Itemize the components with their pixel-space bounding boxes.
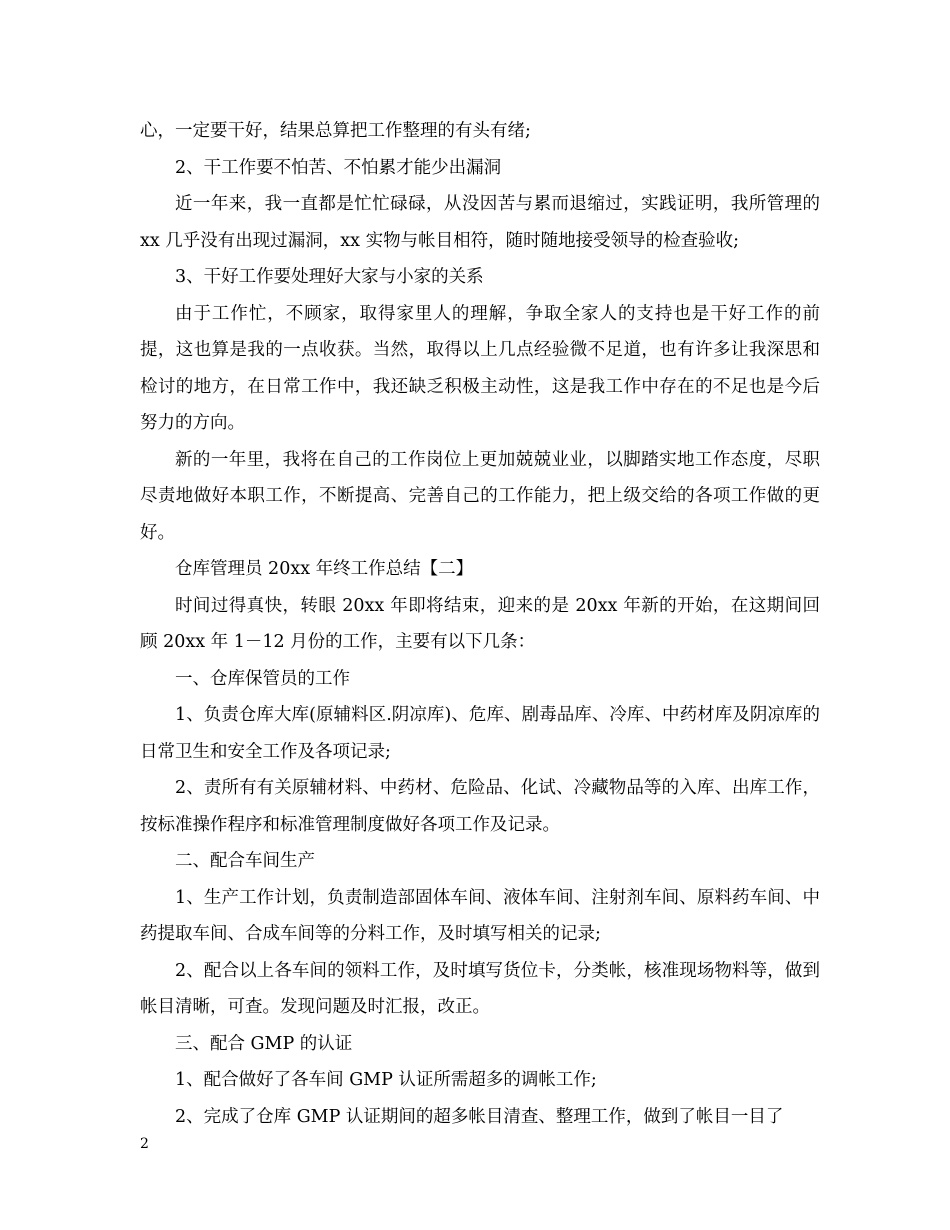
subheading-1: 一、仓库保管员的工作 bbox=[175, 668, 350, 689]
paragraph-3: 近一年来，我一直都是忙忙碌碌，从没因苦与累而退缩过，实践证明，我所管理的 xx 几乎没有出现过漏洞，xx 实物与帐目相符，随时随地接受领导的检查验收; bbox=[140, 194, 820, 251]
section-heading-2: 仓库管理员 20xx 年终工作总结【二】 bbox=[175, 559, 474, 579]
paragraph-13: 1、生产工作计划，负责制造部固体车间、液体车间、注射剂车间、原料药车间、中药提取车间、合成车间等的分料工作，及时填写相关的记录; bbox=[140, 887, 820, 944]
paragraph-17: 2、完成了仓库 GMP 认证期间的超多帐目清查、整理工作，做到了帐目一目了 bbox=[175, 1106, 784, 1127]
paragraph-8: 时间过得真快，转眼 20xx 年即将结束，迎来的是 20xx 年新的开始，在这期间回顾 20xx 年 1－12 月份的工作，主要有以下几条： bbox=[140, 595, 820, 652]
document-body bbox=[140, 113, 820, 1135]
paragraph-5: 由于工作忙，不顾家，取得家里人的理解，争取全家人的支持也是干好工作的前提，这也算是我的一点收获。当然，取得以上几点经验微不足道，也有许多让我深思和检讨的地方，在日常工作中，我还缺乏积极主动性，这是我工作中存在的不足也是今后努力的方向。 bbox=[140, 303, 820, 433]
paragraph-1: 心，一定要干好，结果总算把工作整理的有头有绪; bbox=[140, 121, 531, 141]
paragraph-4: 3、干好工作要处理好大家与小家的关系 bbox=[175, 267, 484, 287]
subheading-3: 三、配合 GMP 的认证 bbox=[175, 1033, 353, 1054]
paragraph-10: 1、负责仓库大库(原辅料区.阴凉库)、危库、剧毒品库、冷库、中药材库及阴凉库的日常卫生和安全工作及各项记录; bbox=[140, 705, 820, 762]
page-number: 2 bbox=[140, 1136, 149, 1152]
paragraph-11: 2、责所有有关原辅材料、中药材、危险品、化试、冷藏物品等的入库、出库工作，按标准操作程序和标准管理制度做好各项工作及记录。 bbox=[140, 778, 820, 835]
paragraph-16: 1、配合做好了各车间 GMP 认证所需超多的调帐工作; bbox=[175, 1070, 597, 1090]
paragraph-6: 新的一年里，我将在自己的工作岗位上更加兢兢业业，以脚踏实地工作态度，尽职尽责地做好本职工作，不断提高、完善自己的工作能力，把上级交给的各项工作做的更好。 bbox=[140, 449, 820, 543]
paragraph-2: 2、干工作要不怕苦、不怕累才能少出漏洞 bbox=[175, 157, 502, 178]
paragraph-14: 2、配合以上各车间的领料工作，及时填写货位卡，分类帐，核准现场物料等，做到帐目清晰，可查。发现问题及时汇报，改正。 bbox=[140, 960, 820, 1017]
subheading-2: 二、配合车间生产 bbox=[175, 851, 315, 871]
